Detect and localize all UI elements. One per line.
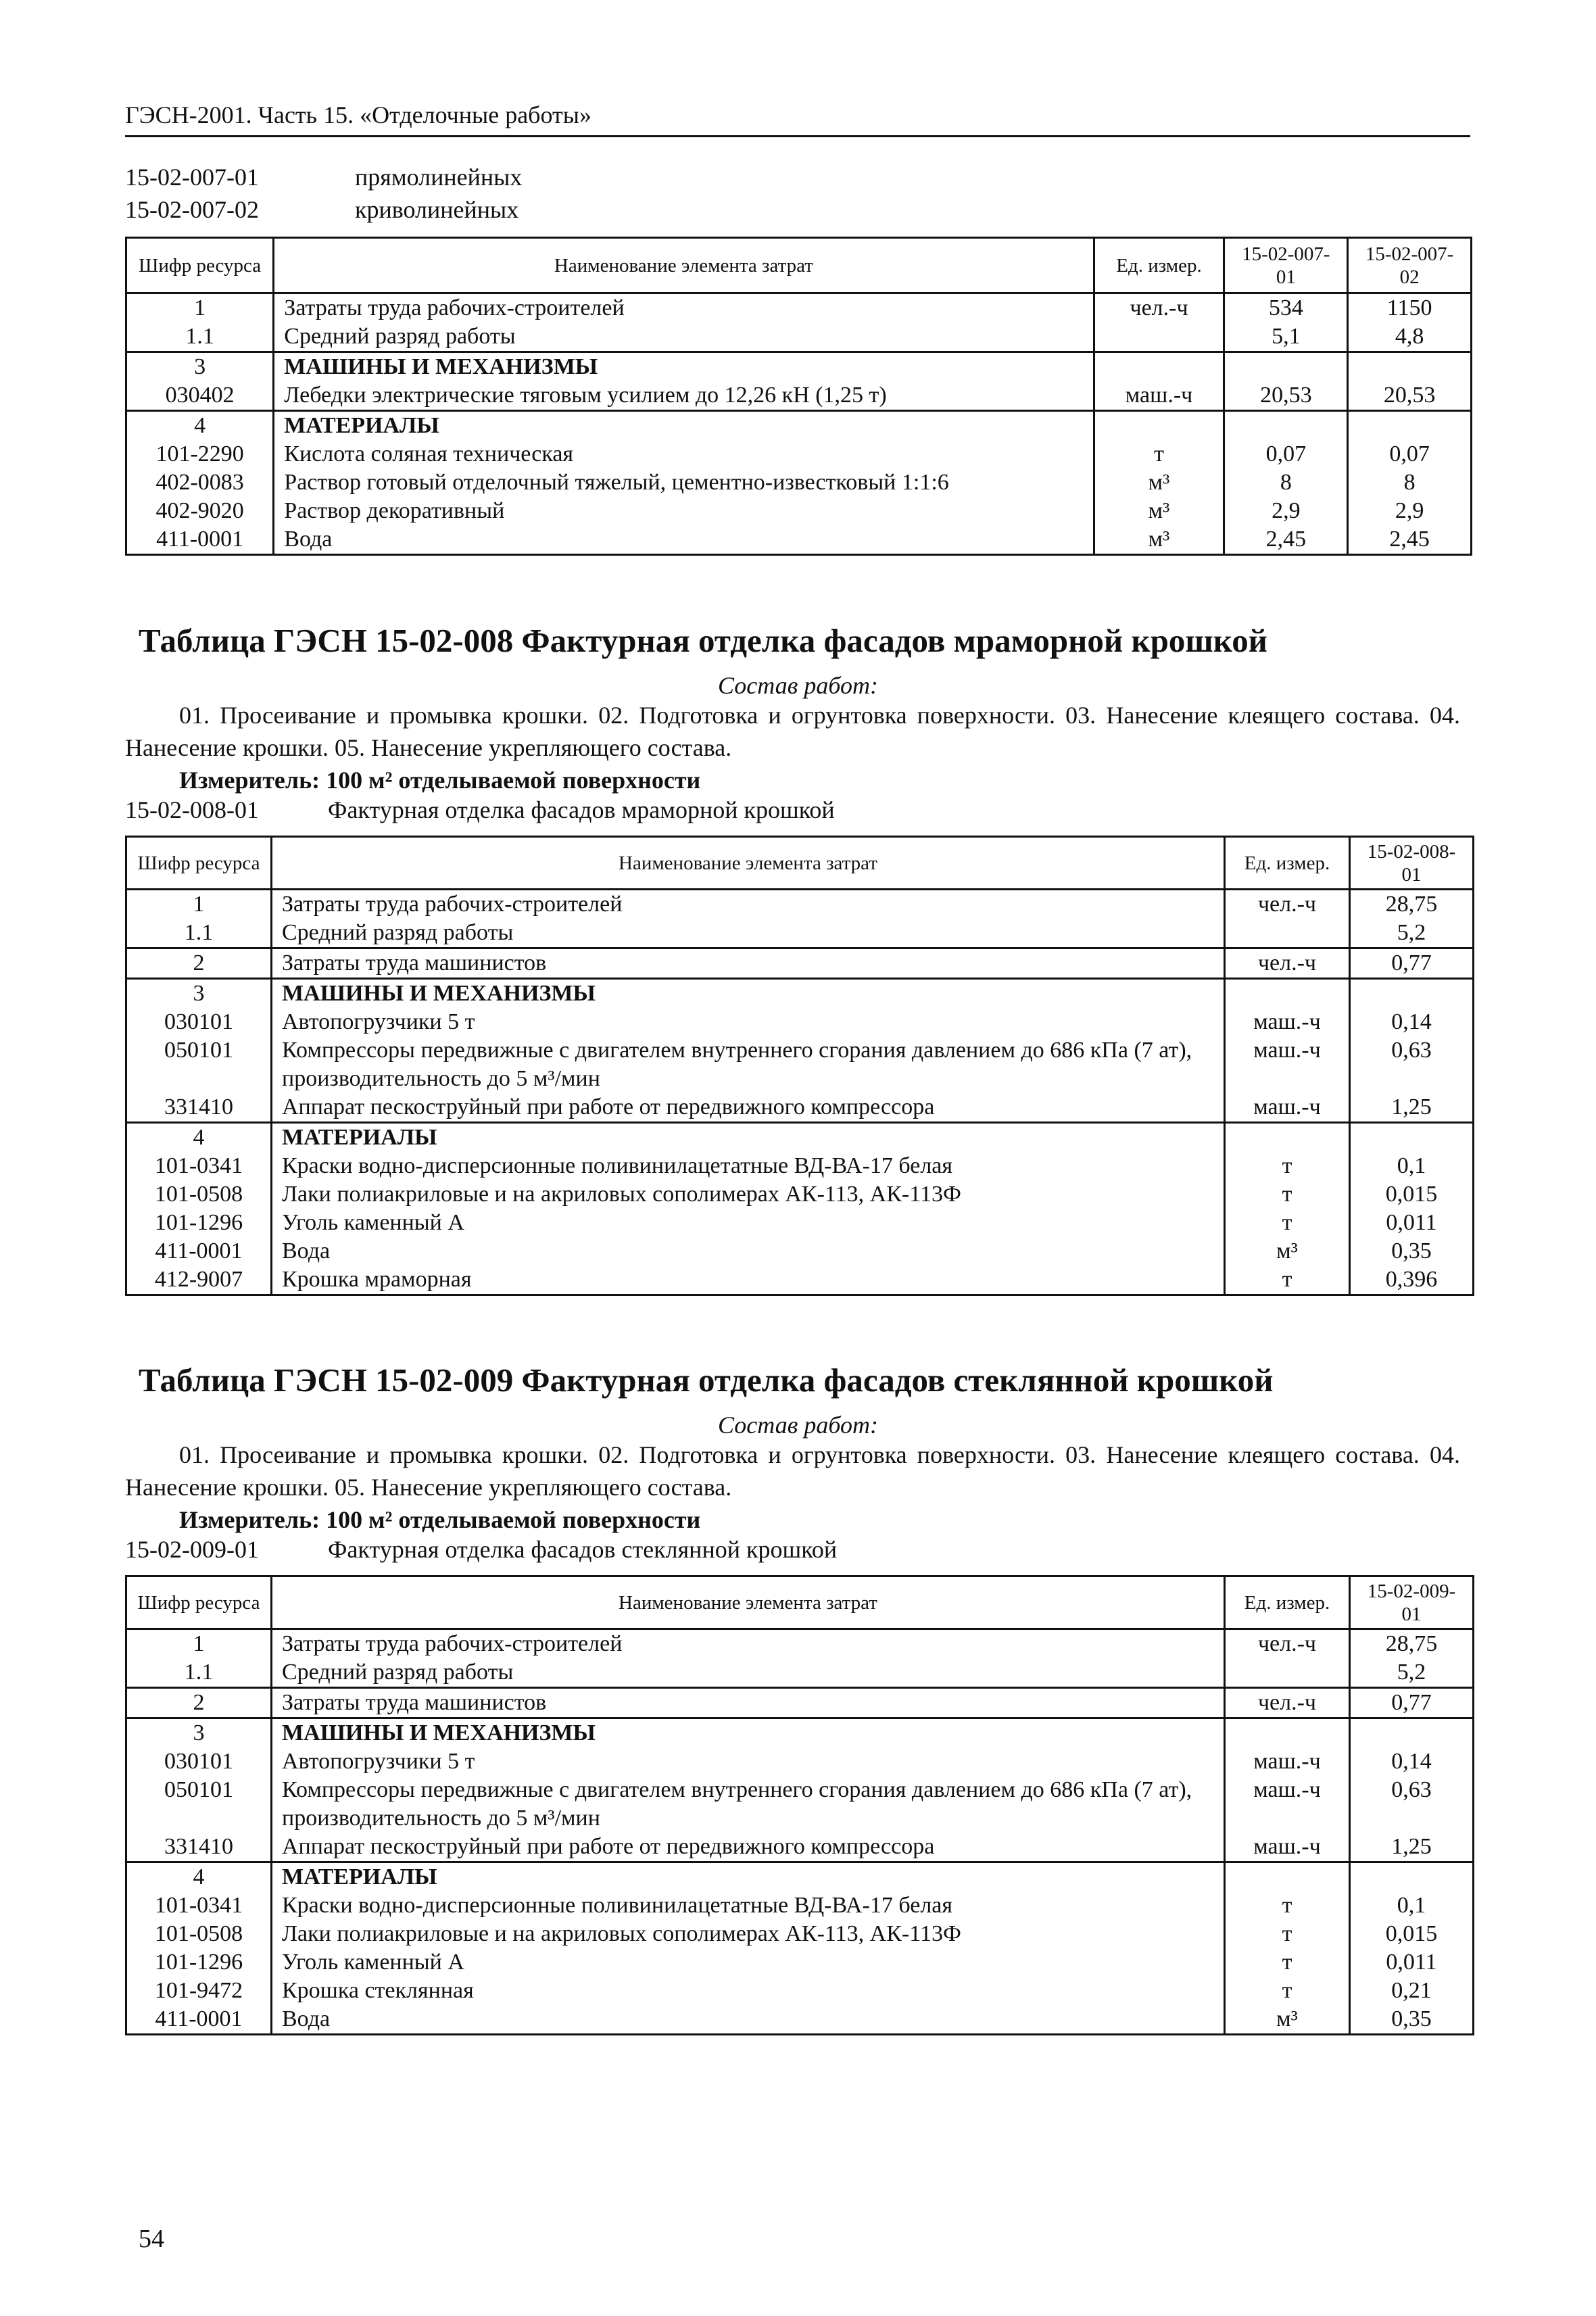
cell-value: 0,14 — [1350, 1747, 1474, 1776]
cell-unit: маш.-ч — [1225, 1776, 1350, 1833]
cell-group-title: МАТЕРИАЛЫ — [274, 411, 1094, 441]
norm-name: криволинейных — [355, 196, 519, 223]
col-header-unit: Ед. измер. — [1225, 1576, 1350, 1629]
cell-unit — [1225, 1862, 1350, 1892]
cell-code: 030101 — [126, 1008, 272, 1036]
norm-code: 15-02-009-01 — [125, 1536, 259, 1563]
table-row — [126, 293, 1472, 323]
cell-unit: м³ — [1094, 468, 1224, 497]
cell-value: 0,14 — [1350, 1008, 1474, 1036]
cell-unit: т — [1225, 1209, 1350, 1237]
cell-code: 101-1296 — [126, 1948, 272, 1977]
col-header-name: Наименование элемента затрат — [274, 238, 1094, 293]
cell-name: Затраты труда рабочих-строителей — [274, 293, 1094, 323]
cell-value: 0,011 — [1350, 1948, 1474, 1977]
cell-name: Крошка мраморная — [272, 1265, 1225, 1295]
table-row — [126, 1776, 1474, 1833]
composition-label: Состав работ: — [718, 672, 878, 699]
cell-group-title: МАТЕРИАЛЫ — [272, 1123, 1225, 1153]
cell-unit — [1225, 919, 1350, 948]
table-row — [126, 1977, 1474, 2005]
cell-code: 4 — [126, 411, 274, 441]
cell-name: Уголь каменный А — [272, 1948, 1225, 1977]
cell-group-title: МАШИНЫ И МЕХАНИЗМЫ — [274, 352, 1094, 382]
cell-unit: м³ — [1094, 497, 1224, 525]
cell-name: Затраты труда машинистов — [272, 1688, 1225, 1718]
col-header-code: Шифр ресурса — [126, 1576, 272, 1629]
table-row — [126, 1180, 1474, 1209]
cell-unit: т — [1225, 1977, 1350, 2005]
cell-name: Средний разряд работы — [274, 322, 1094, 352]
cell-value: 8 — [1348, 468, 1472, 497]
cell-name: Краски водно-дисперсионные поливинилацетатные ВД-ВА-17 белая — [272, 1152, 1225, 1180]
table-row — [126, 381, 1472, 411]
cell-value: 0,07 — [1224, 440, 1348, 468]
cell-code: 331410 — [126, 1093, 272, 1123]
col-header-unit: Ед. измер. — [1094, 238, 1224, 293]
cell-group-title: МАШИНЫ И МЕХАНИЗМЫ — [272, 1718, 1225, 1748]
cell-code: 050101 — [126, 1776, 272, 1833]
table-row — [126, 1658, 1474, 1688]
cell-name: Средний разряд работы — [272, 919, 1225, 948]
page-number: 54 — [139, 2225, 164, 2253]
cell-name: Лаки полиакриловые и на акриловых сополимерах АК-113, АК-113Ф — [272, 1180, 1225, 1209]
cell-code: 402-0083 — [126, 468, 274, 497]
cell-unit: чел.-ч — [1225, 1688, 1350, 1718]
cell-name: Крошка стеклянная — [272, 1977, 1225, 2005]
cell-value — [1350, 1718, 1474, 1748]
cell-name: Автопогрузчики 5 т — [272, 1747, 1225, 1776]
cell-name: Средний разряд работы — [272, 1658, 1225, 1688]
cell-code: 3 — [126, 979, 272, 1009]
cell-value: 5,1 — [1224, 322, 1348, 352]
cell-unit: чел.-ч — [1094, 293, 1224, 323]
table-row — [126, 1862, 1474, 1892]
cell-name: Затраты труда рабочих-строителей — [272, 890, 1225, 919]
cell-name: Вода — [272, 1237, 1225, 1265]
cell-unit: т — [1225, 1891, 1350, 1920]
cell-unit: т — [1225, 1180, 1350, 1209]
cell-value: 0,07 — [1348, 440, 1472, 468]
table-row — [126, 525, 1472, 555]
cell-value: 2,9 — [1224, 497, 1348, 525]
col-header-unit: Ед. измер. — [1225, 837, 1350, 890]
col-header-name: Наименование элемента затрат — [272, 837, 1225, 890]
meter: Измеритель: 100 м² отделываемой поверхности — [179, 1506, 701, 1533]
cell-unit: чел.-ч — [1225, 890, 1350, 919]
cell-value: 1,25 — [1350, 1833, 1474, 1862]
cell-name: Краски водно-дисперсионные поливинилацетатные ВД-ВА-17 белая — [272, 1891, 1225, 1920]
cell-unit: м³ — [1094, 525, 1224, 555]
cell-name: Лебедки электрические тяговым усилием до 12,26 кН (1,25 т) — [274, 381, 1094, 411]
cell-code: 2 — [126, 948, 272, 979]
cell-value: 20,53 — [1224, 381, 1348, 411]
cell-value: 28,75 — [1350, 1629, 1474, 1659]
intro-codes — [125, 161, 522, 226]
resource-table-15-02-008 — [125, 836, 1474, 1296]
table-row — [126, 1833, 1474, 1862]
cell-unit — [1225, 1123, 1350, 1153]
cell-unit — [1094, 322, 1224, 352]
cell-value: 0,63 — [1350, 1036, 1474, 1093]
cell-code: 101-9472 — [126, 1977, 272, 2005]
col-header-norm: 15-02-007-01 — [1224, 238, 1348, 293]
resource-table-15-02-009 — [125, 1575, 1474, 2035]
cell-value: 0,015 — [1350, 1180, 1474, 1209]
cell-unit: т — [1225, 1152, 1350, 1180]
cell-name: Компрессоры передвижные с двигателем внутреннего сгорания давлением до 686 кПа (7 ат), производительность до 5 м³/мин — [272, 1036, 1225, 1093]
cell-value — [1224, 352, 1348, 382]
cell-name: Раствор готовый отделочный тяжелый, цементно-известковый 1:1:6 — [274, 468, 1094, 497]
composition-label: Состав работ: — [718, 1412, 878, 1439]
table-row — [126, 1209, 1474, 1237]
cell-unit: маш.-ч — [1225, 1093, 1350, 1123]
table-row — [126, 948, 1474, 979]
cell-value: 0,1 — [1350, 1891, 1474, 1920]
cell-name: Затраты труда машинистов — [272, 948, 1225, 979]
norm-name: прямолинейных — [355, 164, 523, 191]
cell-value: 5,2 — [1350, 1658, 1474, 1688]
col-header-norm: 15-02-007-02 — [1348, 238, 1472, 293]
cell-unit — [1225, 979, 1350, 1009]
table-row — [126, 322, 1472, 352]
page-header: ГЭСН-2001. Часть 15. «Отделочные работы» — [125, 100, 1470, 137]
cell-unit — [1225, 1718, 1350, 1748]
cell-code: 412-9007 — [126, 1265, 272, 1295]
norm-line — [125, 1535, 837, 1564]
table-row — [126, 1093, 1474, 1123]
cell-code: 101-0341 — [126, 1891, 272, 1920]
table-row — [126, 1891, 1474, 1920]
cell-unit — [1225, 1658, 1350, 1688]
cell-name: Компрессоры передвижные с двигателем внутреннего сгорания давлением до 686 кПа (7 ат), производительность до 5 м³/мин — [272, 1776, 1225, 1833]
cell-code: 1.1 — [126, 322, 274, 352]
norm-code: 15-02-008-01 — [125, 796, 259, 823]
table-row — [126, 919, 1474, 948]
cell-unit: т — [1225, 1265, 1350, 1295]
col-header-norm: 15-02-009-01 — [1350, 1576, 1474, 1629]
cell-name: Вода — [274, 525, 1094, 555]
cell-value: 0,77 — [1350, 1688, 1474, 1718]
cell-code: 411-0001 — [126, 1237, 272, 1265]
cell-code: 1.1 — [126, 1658, 272, 1688]
cell-value — [1350, 979, 1474, 1009]
cell-code: 1 — [126, 890, 272, 919]
col-header-norm: 15-02-008-01 — [1350, 837, 1474, 890]
norm-code: 15-02-007-01 — [125, 164, 259, 191]
cell-value: 2,9 — [1348, 497, 1472, 525]
cell-value: 0,35 — [1350, 2005, 1474, 2035]
cell-code: 331410 — [126, 1833, 272, 1862]
cell-code: 3 — [126, 1718, 272, 1748]
table-row — [126, 468, 1472, 497]
norm-code: 15-02-007-02 — [125, 196, 259, 223]
cell-value — [1348, 411, 1472, 441]
cell-unit: м³ — [1225, 1237, 1350, 1265]
intro-code-row — [125, 161, 522, 193]
cell-unit: м³ — [1225, 2005, 1350, 2035]
cell-name: Лаки полиакриловые и на акриловых сополимерах АК-113, АК-113Ф — [272, 1920, 1225, 1948]
cell-value: 8 — [1224, 468, 1348, 497]
cell-value — [1350, 1123, 1474, 1153]
col-header-name: Наименование элемента затрат — [272, 1576, 1225, 1629]
table-row — [126, 1152, 1474, 1180]
table-row — [126, 1237, 1474, 1265]
cell-code: 1.1 — [126, 919, 272, 948]
col-header-code: Шифр ресурса — [126, 837, 272, 890]
cell-value: 0,1 — [1350, 1152, 1474, 1180]
table-row — [126, 1008, 1474, 1036]
cell-code: 101-2290 — [126, 440, 274, 468]
cell-code: 1 — [126, 1629, 272, 1659]
composition-text: 01. Просеивание и промывка крошки. 02. Подготовка и огрунтовка поверхности. 03. Нанесение клеящего состава. 04. Нанесение крошки. 05. Нанесение укрепляющего состава. — [125, 702, 1460, 761]
cell-value: 1,25 — [1350, 1093, 1474, 1123]
cell-code: 4 — [126, 1862, 272, 1892]
cell-name: Кислота соляная техническая — [274, 440, 1094, 468]
cell-group-title: МАШИНЫ И МЕХАНИЗМЫ — [272, 979, 1225, 1009]
composition-text: 01. Просеивание и промывка крошки. 02. Подготовка и огрунтовка поверхности. 03. Нанесение клеящего состава. 04. Нанесение крошки. 05. Нанесение укрепляющего состава. — [125, 1441, 1460, 1501]
cell-unit: т — [1094, 440, 1224, 468]
cell-code: 3 — [126, 352, 274, 382]
cell-code: 101-0508 — [126, 1920, 272, 1948]
cell-value: 28,75 — [1350, 890, 1474, 919]
table-row — [126, 411, 1472, 441]
intro-code-row — [125, 193, 522, 226]
table-row — [126, 890, 1474, 919]
cell-code: 411-0001 — [126, 525, 274, 555]
table-row — [126, 1629, 1474, 1659]
cell-code: 030402 — [126, 381, 274, 411]
cell-unit: чел.-ч — [1225, 1629, 1350, 1659]
table-row — [126, 1948, 1474, 1977]
table-row — [126, 1718, 1474, 1748]
meter: Измеритель: 100 м² отделываемой поверхности — [179, 767, 701, 794]
cell-value: 0,35 — [1350, 1237, 1474, 1265]
cell-unit: т — [1225, 1948, 1350, 1977]
cell-unit: маш.-ч — [1225, 1833, 1350, 1862]
table-row — [126, 1920, 1474, 1948]
table-row — [126, 2005, 1474, 2035]
cell-unit: маш.-ч — [1225, 1747, 1350, 1776]
cell-value: 534 — [1224, 293, 1348, 323]
table-row — [126, 1265, 1474, 1295]
table-row — [126, 352, 1472, 382]
cell-value: 0,015 — [1350, 1920, 1474, 1948]
cell-code: 030101 — [126, 1747, 272, 1776]
table-row — [126, 979, 1474, 1009]
table-row — [126, 497, 1472, 525]
cell-name: Раствор декоративный — [274, 497, 1094, 525]
cell-value — [1224, 411, 1348, 441]
norm-name: Фактурная отделка фасадов мраморной крошкой — [328, 796, 835, 823]
cell-name: Автопогрузчики 5 т — [272, 1008, 1225, 1036]
cell-value — [1348, 352, 1472, 382]
cell-value: 0,011 — [1350, 1209, 1474, 1237]
cell-group-title: МАТЕРИАЛЫ — [272, 1862, 1225, 1892]
cell-code: 1 — [126, 293, 274, 323]
cell-value: 20,53 — [1348, 381, 1472, 411]
cell-unit: маш.-ч — [1225, 1036, 1350, 1093]
cell-unit: чел.-ч — [1225, 948, 1350, 979]
cell-value: 2,45 — [1224, 525, 1348, 555]
cell-value: 0,21 — [1350, 1977, 1474, 2005]
cell-code: 2 — [126, 1688, 272, 1718]
cell-value: 0,396 — [1350, 1265, 1474, 1295]
table-row — [126, 1688, 1474, 1718]
cell-code: 050101 — [126, 1036, 272, 1093]
cell-value: 4,8 — [1348, 322, 1472, 352]
cell-unit — [1094, 411, 1224, 441]
section-title: Таблица ГЭСН 15-02-008 Фактурная отделка фасадов мраморной крошкой — [139, 622, 1268, 659]
cell-value: 1150 — [1348, 293, 1472, 323]
cell-code: 411-0001 — [126, 2005, 272, 2035]
table-row — [126, 1123, 1474, 1153]
cell-name: Аппарат пескоструйный при работе от передвижного компрессора — [272, 1833, 1225, 1862]
section-title: Таблица ГЭСН 15-02-009 Фактурная отделка фасадов стеклянной крошкой — [139, 1361, 1274, 1399]
cell-value: 2,45 — [1348, 525, 1472, 555]
table-row — [126, 1036, 1474, 1093]
cell-unit — [1094, 352, 1224, 382]
cell-code: 101-0508 — [126, 1180, 272, 1209]
cell-unit: т — [1225, 1920, 1350, 1948]
cell-unit: маш.-ч — [1094, 381, 1224, 411]
cell-code: 101-0341 — [126, 1152, 272, 1180]
cell-name: Вода — [272, 2005, 1225, 2035]
table-row — [126, 440, 1472, 468]
cell-code: 4 — [126, 1123, 272, 1153]
resource-table-15-02-007 — [125, 237, 1472, 556]
cell-value: 0,77 — [1350, 948, 1474, 979]
col-header-code: Шифр ресурса — [126, 238, 274, 293]
cell-name: Аппарат пескоструйный при работе от передвижного компрессора — [272, 1093, 1225, 1123]
cell-name: Затраты труда рабочих-строителей — [272, 1629, 1225, 1659]
cell-code: 101-1296 — [126, 1209, 272, 1237]
norm-line — [125, 795, 835, 825]
cell-value: 5,2 — [1350, 919, 1474, 948]
cell-value: 0,63 — [1350, 1776, 1474, 1833]
norm-name: Фактурная отделка фасадов стеклянной крошкой — [328, 1536, 838, 1563]
cell-name: Уголь каменный А — [272, 1209, 1225, 1237]
cell-unit: маш.-ч — [1225, 1008, 1350, 1036]
table-row — [126, 1747, 1474, 1776]
cell-value — [1350, 1862, 1474, 1892]
cell-code: 402-9020 — [126, 497, 274, 525]
